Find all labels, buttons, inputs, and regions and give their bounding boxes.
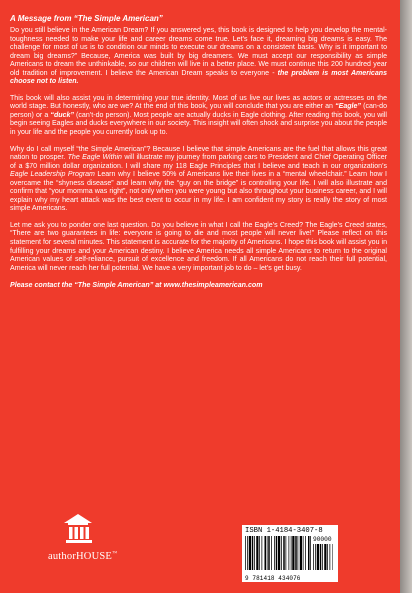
duck-term: “duck” bbox=[50, 111, 74, 119]
eagle-term: “Eagle” bbox=[335, 103, 361, 111]
paragraph-2-text-2: (can-do person) or a bbox=[10, 103, 387, 119]
publisher-name bbox=[48, 551, 118, 562]
barcode-digits: 9 781418 434076 bbox=[245, 575, 301, 582]
publisher-logo bbox=[48, 512, 118, 562]
trademark-mark: ™ bbox=[112, 551, 118, 557]
publisher-name-text: authorHOUSE bbox=[48, 551, 113, 562]
contact-line: Please contact the “The Simple American” at www.thesimpleamerican.com bbox=[10, 281, 263, 290]
barcode-bars bbox=[245, 536, 311, 570]
house-columns-icon bbox=[62, 512, 94, 544]
paragraph-1-emphasis: the problem is most Americans choose not to listen. bbox=[10, 69, 387, 86]
book-title: The Eagle Within bbox=[67, 154, 122, 162]
paragraph-3-text-2: will illustrate my journey from parking cars to President and Chief Operating Officer of a $70 million dollar organization. I will share my 118 Eagle Principles that I believe and teach in our organization’s bbox=[10, 154, 387, 170]
paragraph-2 bbox=[10, 95, 387, 138]
paragraph-3 bbox=[10, 146, 387, 214]
message-heading bbox=[10, 14, 387, 24]
price-barcode-bars bbox=[313, 544, 333, 570]
paragraph-1 bbox=[10, 27, 387, 87]
price-block bbox=[313, 536, 333, 575]
barcode-row bbox=[245, 536, 335, 575]
paragraph-3-text-1: Why do I call myself “the Simple American”? Because I believe that simple Americans are the fuel that allows this great nation to prosper. bbox=[10, 145, 387, 162]
paragraph-3-text-3: Learn why I believe 50% of Americans live their lives in a “mental wheelchair.” Learn how I overcame the “shyness disease” and learn why the “guy on the bridge” is controlling your life. I will also illustrate and confirm that “your momma was right”, not only when you were young but also throughout your business career, and I will explain why my heart attack was the best event to occur in my life. I am confident my story is really the story of most simple Americans. bbox=[10, 171, 387, 213]
program-name: Eagle Leadership Program bbox=[10, 171, 95, 179]
heading-prefix: A Message from bbox=[10, 14, 74, 23]
page-edge bbox=[400, 0, 412, 593]
isbn-text: ISBN 1-4184-3407-8 bbox=[245, 527, 323, 535]
paragraph-4: Let me ask you to ponder one last question. Do you believe in what I call the Eagle’s Creed? The Eagle’s Creed states, “There are two guarantees in life: everyone is going to die and most people will never live!” Please reflect on this statement for several minutes. This statement is accurate for the majority of Americans. I hope this book will assist you in fulfilling your dreams and your American destiny. I believe America needs all simple Americans to return to the original American values of self-reliance, pursuit of excellence and freedom. If all Americans do not reach their full potential, America will never reach her full potential. We have a very important job to do – let’s get busy. bbox=[10, 221, 387, 272]
paragraph-2-text-3: (can’t-do person). Most people are actually ducks in Eagle clothing. After reading this book, you will begin seeing Eagles and ducks everywhere in our society. This insight will often shock and surprise you about the people in your life and the people you currently look up to. bbox=[10, 111, 388, 137]
paragraph-2-text-1: This book will also assist you in determining your true identity. Most of us live our lives as actors or actresses on the world stage. But honestly, who are we? At the end of this book, you will conclude that you are either an bbox=[10, 94, 387, 111]
paragraph-1-body: Do you still believe in the American Dream? If you answered yes, this book is designed to help you develop the mental-toughness needed to make your life and career dreams come true. Let’s face it, dreaming big dreams is easy. The challenge for most of us is to condition our minds to execute our dreams on a consistent basis. Why is it important to dream big dreams?” Because, America was built by big dreamers. We must accept our responsibility as simple Americans to dream the unthinkable, so our children will live in a better place. We must continue this 200 hundred year old tradition of improvement. I believe the American Dream speaks to everyone - bbox=[10, 27, 387, 77]
price-code: 90000 bbox=[313, 536, 332, 543]
isbn-barcode bbox=[242, 525, 338, 582]
heading-title: “The Simple American” bbox=[73, 14, 163, 23]
